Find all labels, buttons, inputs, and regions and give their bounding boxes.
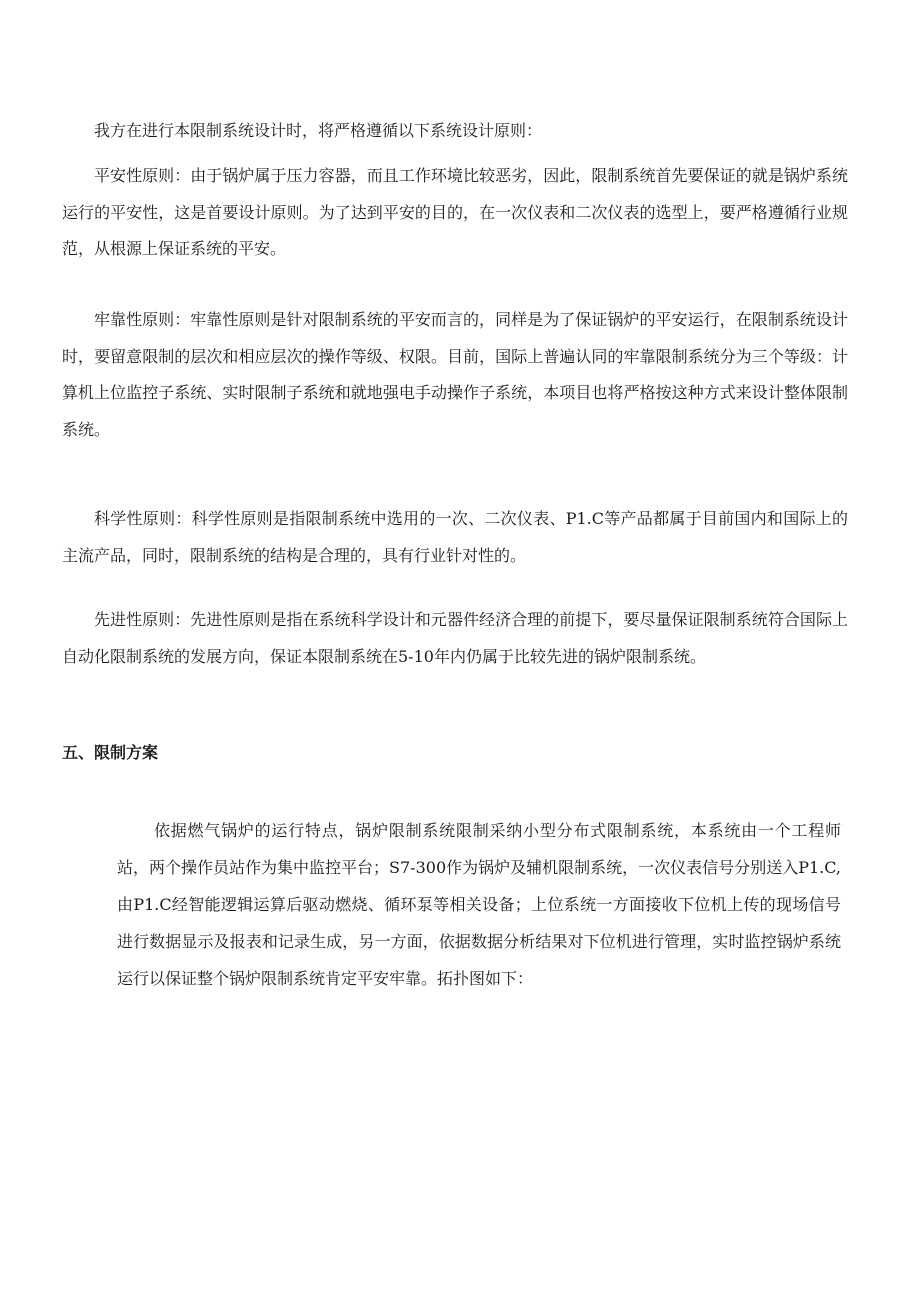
paragraph-advanced-principle: 先进性原则：先进性原则是指在系统科学设计和元器件经济合理的前提下，要尽量保证限制系统符合国际上自动化限制系统的发展方向，保证本限制系统在5-10年内仍属于比较先进的锅炉限制系统。 [62, 610, 848, 666]
paragraph-design-principles-intro: 我方在进行本限制系统设计时，将严格遵循以下系统设计原则： [94, 121, 543, 140]
paragraph-reliability-principle: 牢靠性原则：牢靠性原则是针对限制系统的平安而言的，同样是为了保证锅炉的平安运行，在限制系统设计时，要留意限制的层次和相应层次的操作等级、权限。目前，国际上普遍认同的牢靠限制系统分为三个等级：计算机上位监控子系统、实时限制子系统和就地强电手动操作子系统，本项目也将严格按这种方式来设计整体限制系统。 [62, 310, 848, 439]
paragraph-control-scheme-body: 依据燃气锅炉的运行特点，锅炉限制系统限制采纳小型分布式限制系统，本系统由一个工程师站，两个操作员站作为集中监控平台；S7-300作为锅炉及辅机限制系统，一次仪表信号分别送入P1.C,由P1.C经智能逻辑运算后驱动燃烧、循环泵等相关设备；上位系统一方面接收下位机上传的现场信号进行数据显示及报表和记录生成，另一方面，依据数据分析结果对下位机进行管理，实时监控锅炉系统运行以保证整个锅炉限制系统肯定平安牢靠。拓扑图如下： [117, 821, 841, 988]
paragraph-scientific-principle: 科学性原则：科学性原则是指限制系统中选用的一次、二次仪表、P1.C等产品都属于目前国内和国际上的主流产品，同时，限制系统的结构是合理的，具有行业针对性的。 [62, 509, 848, 565]
paragraph-safety-principle: 平安性原则：由于锅炉属于压力容器，而且工作环境比较恶劣，因此，限制系统首先要保证的就是锅炉系统运行的平安性，这是首要设计原则。为了达到平安的目的，在一次仪表和二次仪表的选型上，要严格遵循行业规范，从根源上保证系统的平安。 [62, 166, 848, 258]
section-heading-control-scheme: 五、限制方案 [62, 743, 159, 762]
